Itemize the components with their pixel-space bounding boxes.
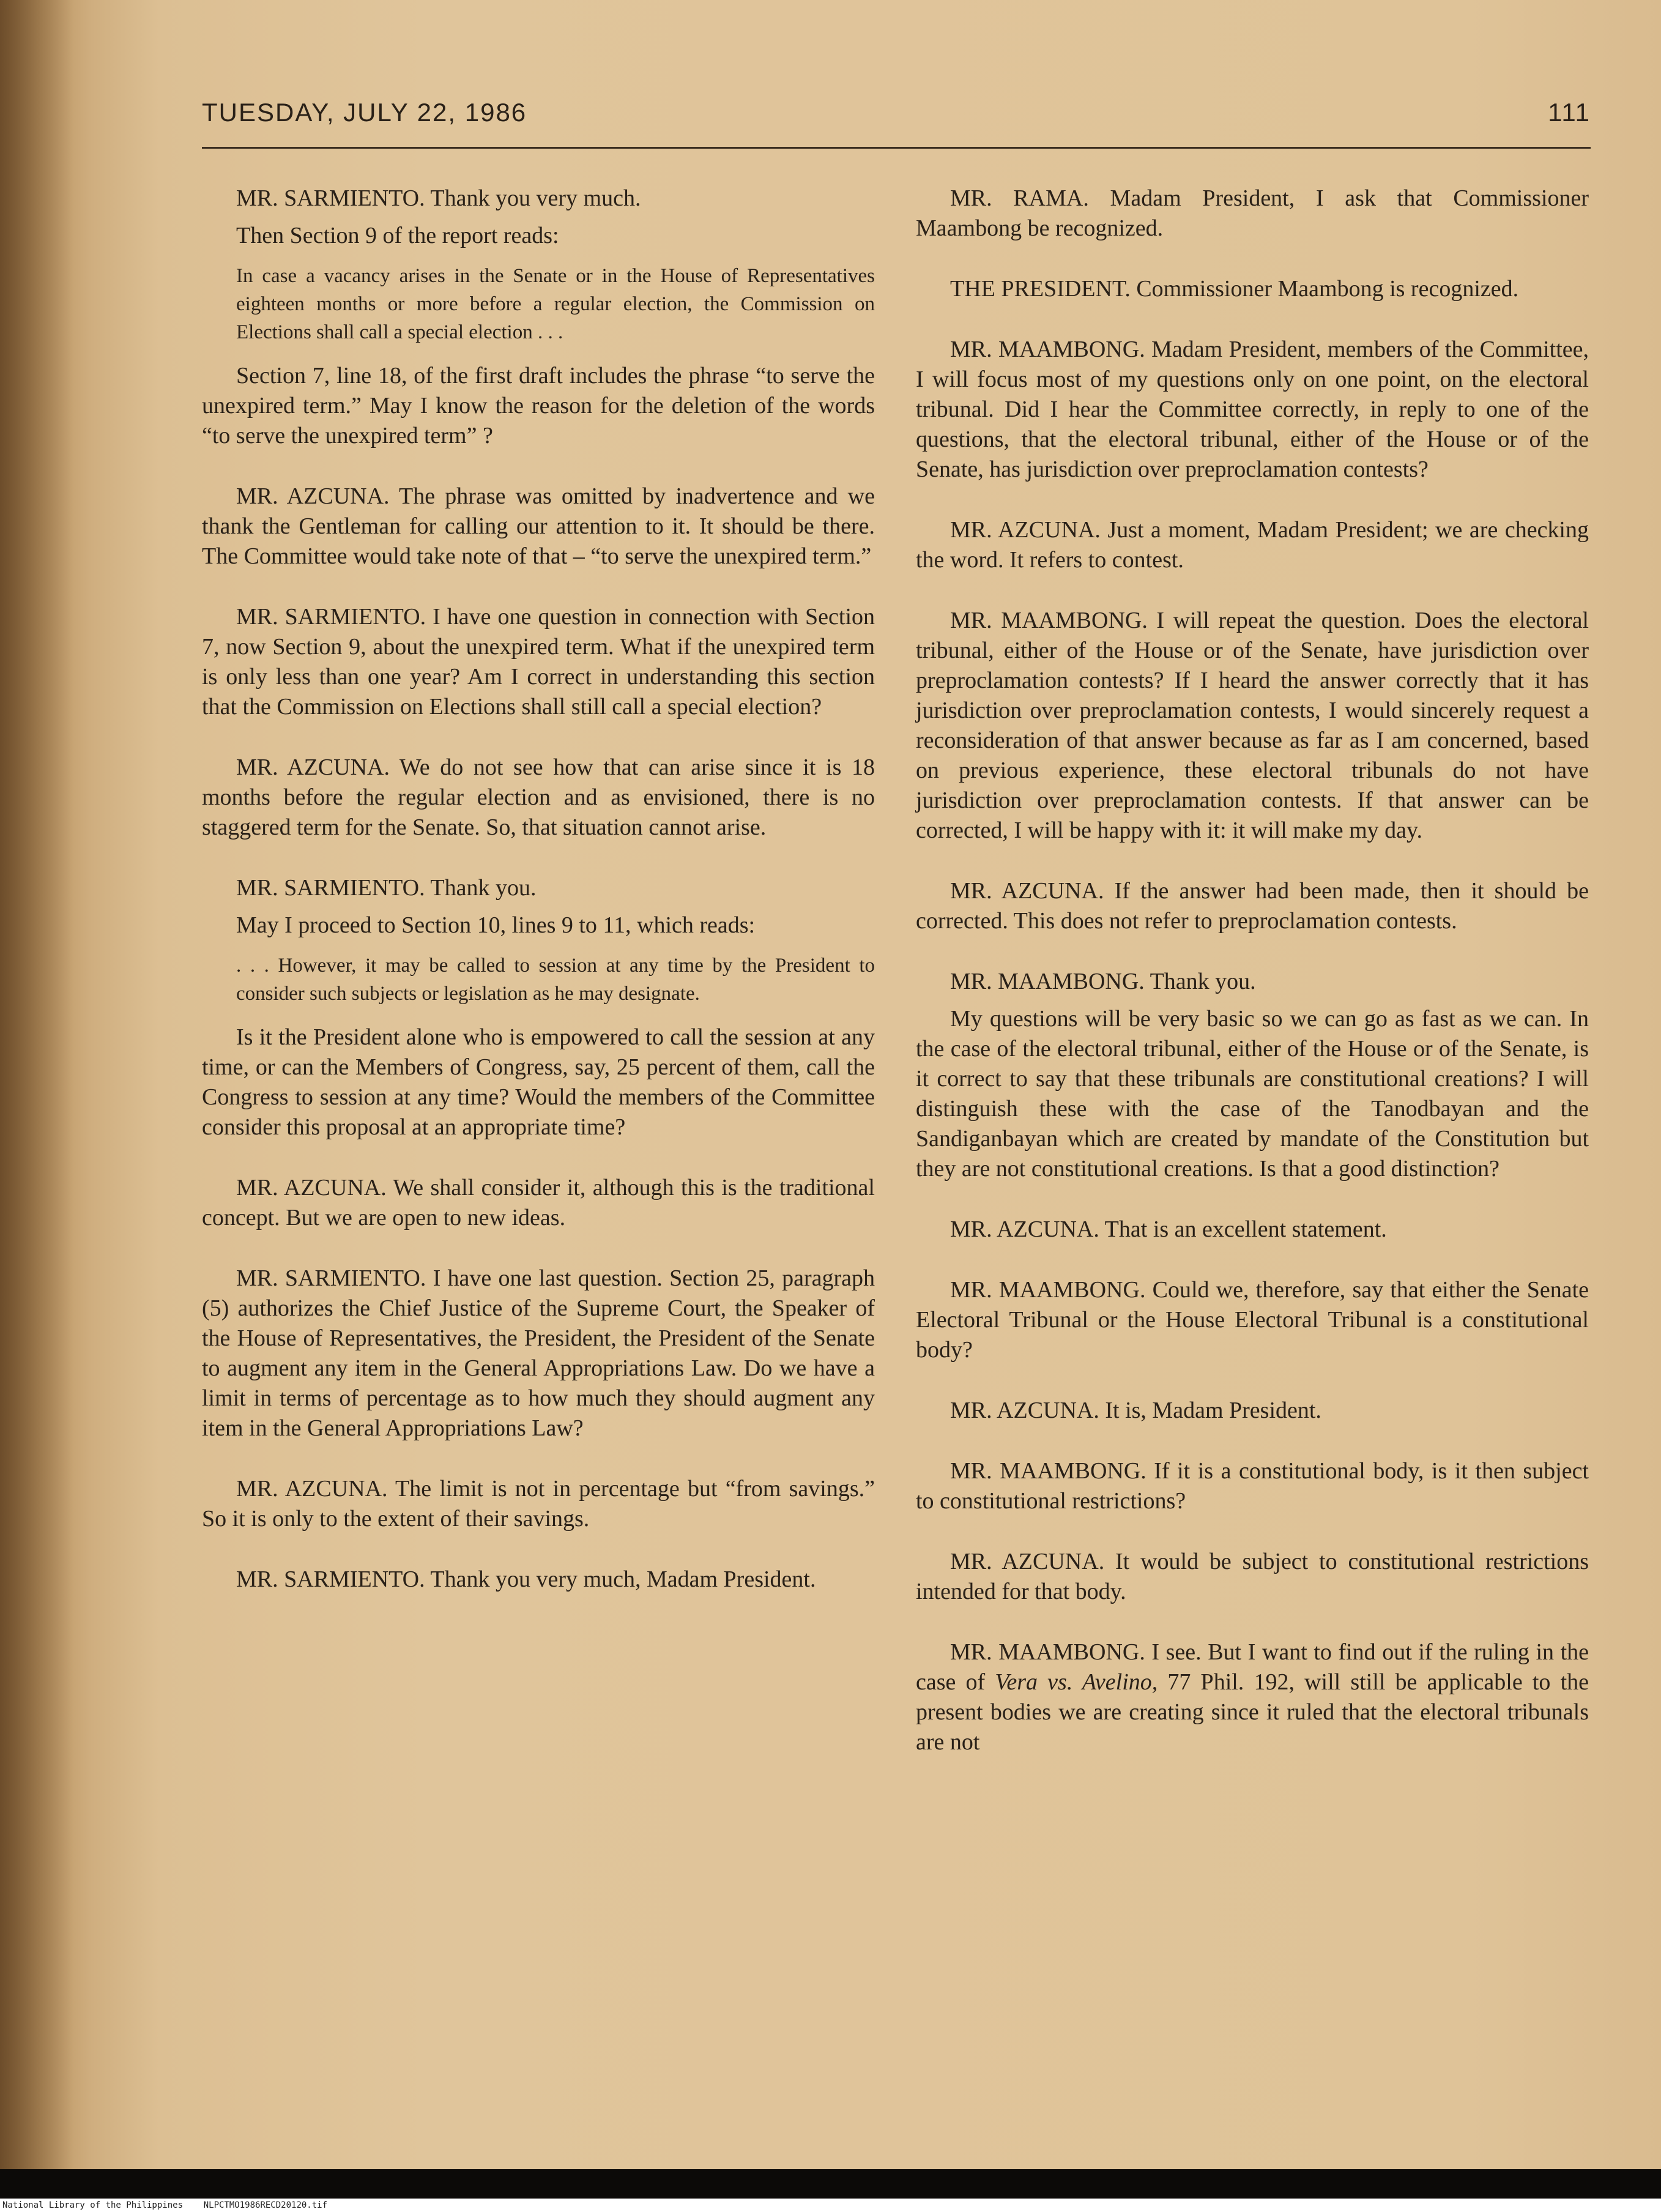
- paragraph: MR. AZCUNA. Just a moment, Madam President; we are checking the word. It refers to contest.: [916, 517, 1589, 573]
- page-number: 111: [1548, 98, 1591, 127]
- paragraph: MR. SARMIENTO. Thank you very much, Madam President.: [236, 1566, 816, 1592]
- paragraph: [916, 1637, 1589, 1757]
- header-rule: [202, 147, 1591, 149]
- left-column: [202, 184, 875, 1618]
- binding-shadow: [0, 0, 73, 2169]
- paragraph: MR. SARMIENTO. Thank you.: [236, 875, 537, 901]
- paragraph: MR. AZCUNA. The limit is not in percentage but “from savings.” So it is only to the extent of their savings.: [202, 1476, 875, 1532]
- text-run: 77 Phil. 192, will still be applicable to the present bodies we are creating since it ruled that the electoral tribunals are not: [916, 1669, 1589, 1755]
- footer-library: National Library of the Philippines: [2, 2200, 184, 2210]
- paragraph: MR. RAMA. Madam President, I ask that Commissioner Maambong be recognized.: [916, 185, 1589, 241]
- paragraph: MR. MAAMBONG. Thank you.: [950, 969, 1256, 994]
- quoted-text: In case a vacancy arises in the Senate or in the House of Representatives eighteen months or more before a regular election, the Commission on Elections shall call a special election . . .: [236, 265, 875, 343]
- paragraph: May I proceed to Section 10, lines 9 to 11, which reads:: [236, 912, 756, 938]
- paragraph: Then Section 9 of the report reads:: [236, 223, 559, 248]
- text-run: MR. MAAMBONG. I see. But I want to find out if the ruling in the case of: [916, 1639, 1589, 1695]
- paragraph: MR. AZCUNA. The phrase was omitted by inadvertence and we thank the Gentleman for calling our attention to it. It should be there. The Committee would take note of that – “to serve the unexpired term.”: [202, 483, 875, 569]
- paragraph: Section 7, line 18, of the first draft includes the phrase “to serve the unexpired term.” May I know the reason for the deletion of the words “to serve the unexpired term” ?: [202, 363, 875, 449]
- paragraph: MR. SARMIENTO. I have one question in connection with Section 7, now Section 9, about the unexpired term. What if the unexpired term is only less than one year? Am I correct in understanding this section that the Commission on Elections shall still call a special election?: [202, 604, 875, 720]
- paragraph: THE PRESIDENT. Commissioner Maambong is recognized.: [950, 276, 1519, 302]
- paragraph: MR. AZCUNA. We shall consider it, although this is the traditional concept. But we are open to new ideas.: [202, 1175, 875, 1231]
- paragraph: Is it the President alone who is empowered to call the session at any time, or can the Members of Congress, say, 25 percent of them, call the Congress to session at any time? Would the members of the Committee consider this proposal at an appropriate time?: [202, 1024, 875, 1140]
- paragraph: MR. AZCUNA. That is an excellent statement.: [950, 1216, 1387, 1242]
- paragraph: MR. AZCUNA. It would be subject to constitutional restrictions intended for that body.: [916, 1549, 1589, 1604]
- paragraph: MR. MAAMBONG. Could we, therefore, say that either the Senate Electoral Tribunal or the House Electoral Tribunal is a constitutional body?: [916, 1277, 1589, 1363]
- paragraph: MR. AZCUNA. If the answer had been made, then it should be corrected. This does not refer to preproclamation contests.: [916, 878, 1589, 934]
- quoted-text: . . . However, it may be called to session at any time by the President to consider such subjects or legislation as he may designate.: [236, 955, 875, 1005]
- scan-footer: [0, 2199, 1661, 2212]
- scan-bottom-border: [0, 2169, 1661, 2199]
- right-column: [916, 184, 1589, 1781]
- paragraph: MR. SARMIENTO. I have one last question. Section 25, paragraph (5) authorizes the Chief Justice of the Supreme Court, the Speaker of the House of Representatives, the President, the President of the Senate to augment any item in the General Appropriations Law. Do we have a limit in terms of percentage as to how much they should augment any item in the General Appropriations Law?: [202, 1265, 875, 1441]
- case-citation: Vera vs. Avelino,: [995, 1669, 1158, 1695]
- paragraph: MR. MAAMBONG. If it is a constitutional body, is it then subject to constitutional restrictions?: [916, 1458, 1589, 1514]
- header-date: TUESDAY, JULY 22, 1986: [202, 98, 527, 127]
- paragraph: My questions will be very basic so we can go as fast as we can. In the case of the electoral tribunal, either of the House or of the Senate, is it correct to say that these tribunals are constitutional creations? I will distinguish these with the case of the Tanodbayan and the Sandiganbayan which are created by mandate of the Constitution but they are not constitutional creations. Is that a good distinction?: [916, 1006, 1589, 1182]
- paragraph: MR. MAAMBONG. Madam President, members of the Committee, I will focus most of my questions only on one point, on the electoral tribunal. Did I hear the Committee correctly, in reply to one of the questions, that the electoral tribunal, either of the House or of the Senate, has jurisdiction over preproclamation contests?: [916, 337, 1589, 482]
- footer-file: NLPCTMO1986RECD20120.tif: [203, 2200, 328, 2210]
- paragraph: MR. AZCUNA. It is, Madam President.: [950, 1398, 1321, 1423]
- page-header: [202, 92, 1591, 141]
- paragraph: MR. MAAMBONG. I will repeat the question. Does the electoral tribunal, either of the House or of the Senate, have jurisdiction over preproclamation contests? If I heard the answer correctly that it has jurisdiction over preproclamation contests, I would sincerely request a reconsideration of that answer because as far as I am concerned, based on previous experience, these electoral tribunals do not have jurisdiction over preproclamation contests. If that answer can be corrected, I will be happy with it: it will make my day.: [916, 608, 1589, 843]
- paragraph: MR. SARMIENTO. Thank you very much.: [236, 185, 641, 211]
- paragraph: MR. AZCUNA. We do not see how that can arise since it is 18 months before the regular election and as envisioned, there is no staggered term for the Senate. So, that situation cannot arise.: [202, 754, 875, 840]
